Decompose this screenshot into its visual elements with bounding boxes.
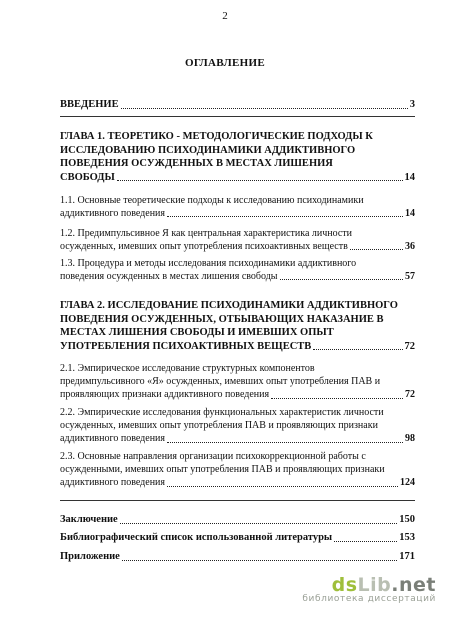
toc-entry-section-2-3[interactable] (60, 450, 415, 490)
toc-entry-section-1-3[interactable] (60, 257, 415, 283)
entry-text-line: ПОВЕДЕНИЯ ОСУЖДЕННЫХ, ОТБЫВАЮЩИХ НАКАЗАНИЕ В (60, 313, 384, 325)
toc-entry-section-1-2[interactable] (60, 227, 415, 253)
divider (60, 116, 415, 117)
toc-entry-bibliography[interactable] (60, 531, 415, 545)
dot-leader (120, 523, 398, 524)
toc-entry-chapter-2[interactable] (60, 299, 415, 353)
dot-leader (167, 442, 403, 443)
toc-entry-chapter-1[interactable] (60, 130, 415, 184)
dslib-watermark (302, 574, 436, 604)
entry-label: УПОТРЕБЛЕНИЯ ПСИХОАКТИВНЫХ ВЕЩЕСТВ (60, 340, 312, 352)
toc-entry-conclusion[interactable] (60, 513, 415, 527)
entry-page: 72 (404, 340, 415, 352)
entry-text-line: ПОВЕДЕНИЯ ОСУЖДЕННЫХ В МЕСТАХ ЛИШЕНИЯ (60, 158, 333, 169)
entry-text-line: 1.2. Предимпульсивное Я как центральная характеристика личности (60, 228, 353, 239)
entry-label: аддиктивного поведения (60, 477, 165, 489)
divider (60, 500, 415, 501)
entry-page: 150 (399, 514, 415, 525)
dot-leader (271, 398, 403, 399)
entry-label: Заключение (60, 514, 118, 525)
entry-text-line: ГЛАВА 2. ИССЛЕДОВАНИЕ ПСИХОДИНАМИКИ АДДИКТИВНОГО (60, 300, 398, 311)
page-number: 2 (222, 10, 228, 22)
entry-label: аддиктивного поведения (60, 208, 165, 220)
entry-label: поведения осужденных в местах лишения свободы (60, 271, 278, 283)
entry-label: ВВЕДЕНИЕ (60, 99, 119, 110)
toc-entry-section-1-1[interactable] (60, 194, 415, 220)
dot-leader (122, 560, 397, 561)
entry-text-line: 2.3. Основные направления организации психокоррекционной работы с (60, 451, 366, 462)
watermark-logo: dsLib.net (331, 574, 436, 596)
entry-label: осужденных, имевших опыт употребления психоактивных веществ (60, 241, 348, 253)
dot-leader (121, 108, 408, 109)
dot-leader (280, 279, 403, 280)
entry-page: 124 (400, 477, 415, 489)
dot-leader (334, 541, 397, 542)
entry-page: 98 (405, 433, 415, 445)
entry-page: 57 (405, 271, 415, 283)
entry-label: Приложение (60, 551, 120, 562)
entry-page: 36 (405, 241, 415, 253)
entry-text-line: МЕСТАХ ЛИШЕНИЯ СВОБОДЫ И ИМЕВШИХ ОПЫТ (60, 327, 334, 338)
entry-label: аддиктивного поведения (60, 433, 165, 445)
entry-page: 14 (405, 208, 415, 220)
toc-entry-introduction[interactable] (60, 98, 415, 112)
entry-page: 153 (399, 532, 415, 543)
entry-text-line: 2.2. Эмпирические исследования функциональных характеристик личности (60, 407, 384, 418)
entry-page: 14 (404, 171, 415, 183)
dot-leader (117, 180, 403, 181)
dot-leader (350, 249, 403, 250)
entry-text-line: осужденными, имевших опыт употребления ПАВ и проявляющих признаки (60, 464, 385, 476)
entry-page: 171 (399, 551, 415, 562)
entry-page: 72 (405, 389, 415, 401)
entry-label: проявляющих признаки аддиктивного поведения (60, 389, 270, 401)
toc-entry-appendix[interactable] (60, 550, 415, 564)
dot-leader (313, 349, 402, 350)
entry-label: СВОБОДЫ (60, 171, 115, 183)
entry-text-line: 1.3. Процедура и методы исследования психодинамики аддиктивного (60, 258, 357, 269)
entry-text-line: предимпульсивного «Я» осужденных, имевших опыт употребления ПАВ и (60, 376, 381, 388)
entry-text-line: осужденных, имевших опыт употребления ПАВ и проявляющих признаки (60, 420, 378, 432)
entry-page: 3 (409, 99, 415, 110)
entry-text-line: ГЛАВА 1. ТЕОРЕТИКО - МЕТОДОЛОГИЧЕСКИЕ ПОДХОДЫ К (60, 131, 373, 142)
dot-leader (167, 486, 398, 487)
entry-text-line: 1.1. Основные теоретические подходы к исследованию психодинамики (60, 195, 364, 206)
entry-text-line: 2.1. Эмпирическое исследование структурных компонентов (60, 363, 315, 374)
toc-entry-section-2-1[interactable] (60, 362, 415, 402)
dot-leader (167, 216, 403, 217)
toc-title: ОГЛАВЛЕНИЕ (185, 57, 265, 69)
toc-entry-section-2-2[interactable] (60, 406, 415, 446)
entry-text-line: ИССЛЕДОВАНИЮ ПСИХОДИНАМИКИ АДДИКТИВНОГО (60, 144, 356, 156)
watermark-subtitle: библиотека диссертаций (302, 594, 436, 604)
entry-label: Библиографический список использованной литературы (60, 532, 333, 543)
